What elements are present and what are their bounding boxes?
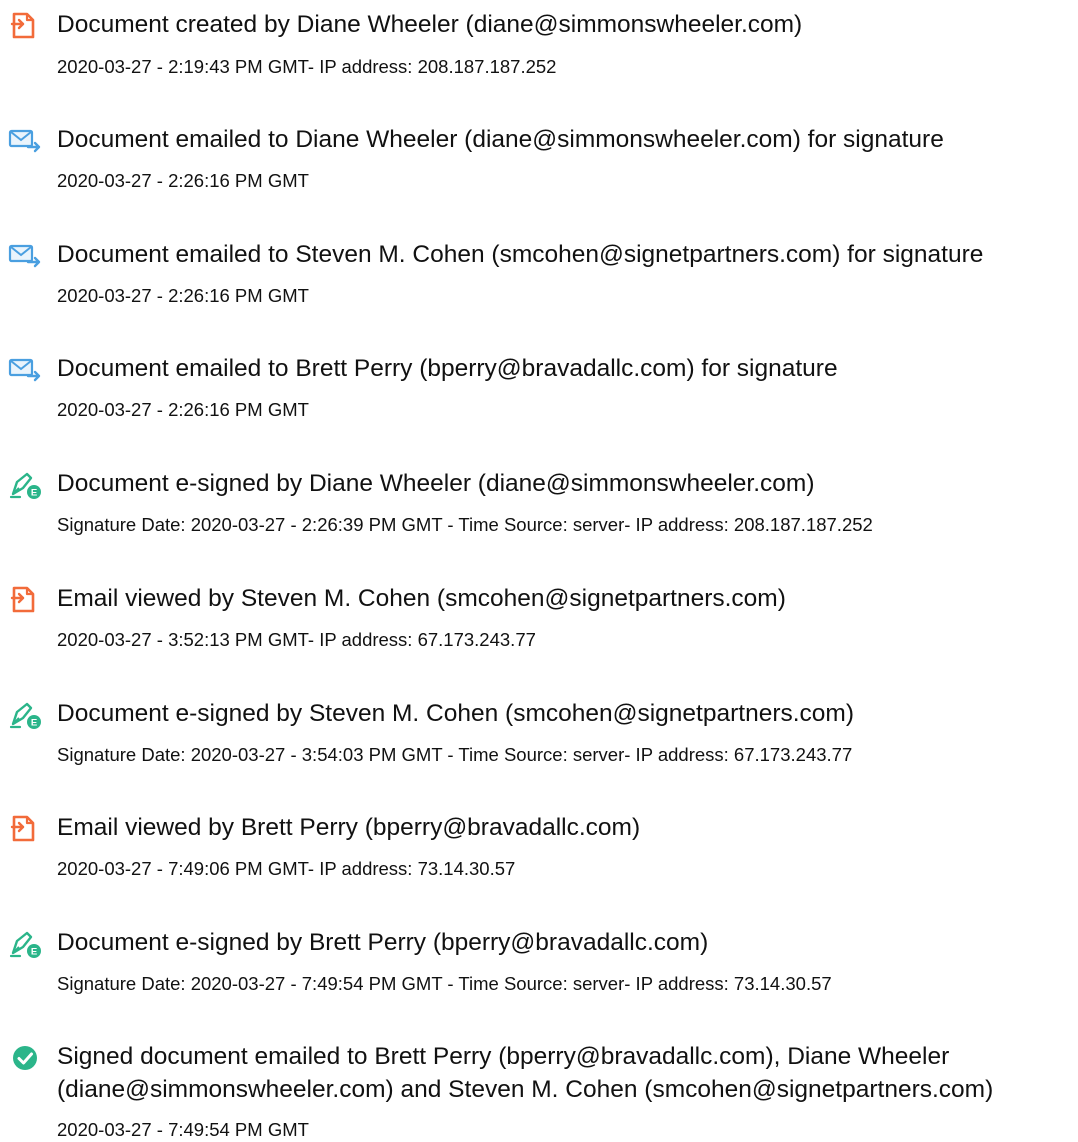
email-sent-icon (8, 241, 42, 271)
event-detail: Signature Date: 2020-03-27 - 3:54:03 PM GMT - Time Source: server- IP address: 67.173.243.77 (57, 744, 853, 765)
email-viewed-icon (8, 814, 42, 844)
event-title: Document e-signed by Diane Wheeler (diane@simmonswheeler.com) (57, 470, 815, 497)
e-signed-pen-icon (8, 700, 42, 730)
email-sent-icon (8, 126, 42, 156)
e-signed-pen-icon (8, 929, 42, 959)
event-detail: 2020-03-27 - 2:26:16 PM GMT (57, 170, 309, 191)
event-title: Email viewed by Brett Perry (bperry@bravadallc.com) (57, 814, 641, 841)
event-detail: 2020-03-27 - 2:19:43 PM GMT- IP address: 208.187.187.252 (57, 56, 557, 77)
event-detail: 2020-03-27 - 3:52:13 PM GMT- IP address: 67.173.243.77 (57, 629, 536, 650)
svg-text:E: E (30, 487, 38, 499)
email-viewed-icon (8, 585, 42, 615)
svg-text:E: E (30, 946, 38, 958)
event-title: Document e-signed by Brett Perry (bperry@bravadallc.com) (57, 929, 709, 956)
event-detail: Signature Date: 2020-03-27 - 7:49:54 PM GMT - Time Source: server- IP address: 73.14.30.57 (57, 973, 832, 994)
event-title: Document emailed to Steven M. Cohen (smcohen@signetpartners.com) for signature (57, 241, 984, 268)
event-detail: 2020-03-27 - 2:26:16 PM GMT (57, 285, 309, 306)
event-detail: Signature Date: 2020-03-27 - 2:26:39 PM GMT - Time Source: server- IP address: 208.187.187.252 (57, 514, 873, 535)
completed-check-icon (8, 1043, 42, 1073)
svg-text:E: E (30, 717, 38, 729)
event-detail: 2020-03-27 - 7:49:06 PM GMT- IP address: 73.14.30.57 (57, 858, 516, 879)
event-title: Email viewed by Steven M. Cohen (smcohen@signetpartners.com) (57, 585, 786, 612)
event-title: Document created by Diane Wheeler (diane@simmonswheeler.com) (57, 11, 803, 38)
document-created-icon (8, 11, 42, 41)
event-title: Document emailed to Brett Perry (bperry@bravadallc.com) for signature (57, 355, 838, 382)
e-signed-pen-icon (8, 470, 42, 500)
event-detail: 2020-03-27 - 7:49:54 PM GMT (57, 1119, 309, 1140)
event-title: Document e-signed by Steven M. Cohen (smcohen@signetpartners.com) (57, 700, 854, 727)
email-sent-icon (8, 355, 42, 385)
event-title: Signed document emailed to Brett Perry (bperry@bravadallc.com), Diane Wheeler (diane@simmonswheeler.com) and Steven M. Cohen (smcohen@signetpartners.com) (57, 1043, 994, 1103)
event-title: Document emailed to Diane Wheeler (diane@simmonswheeler.com) for signature (57, 126, 944, 153)
event-detail: 2020-03-27 - 2:26:16 PM GMT (57, 399, 309, 420)
